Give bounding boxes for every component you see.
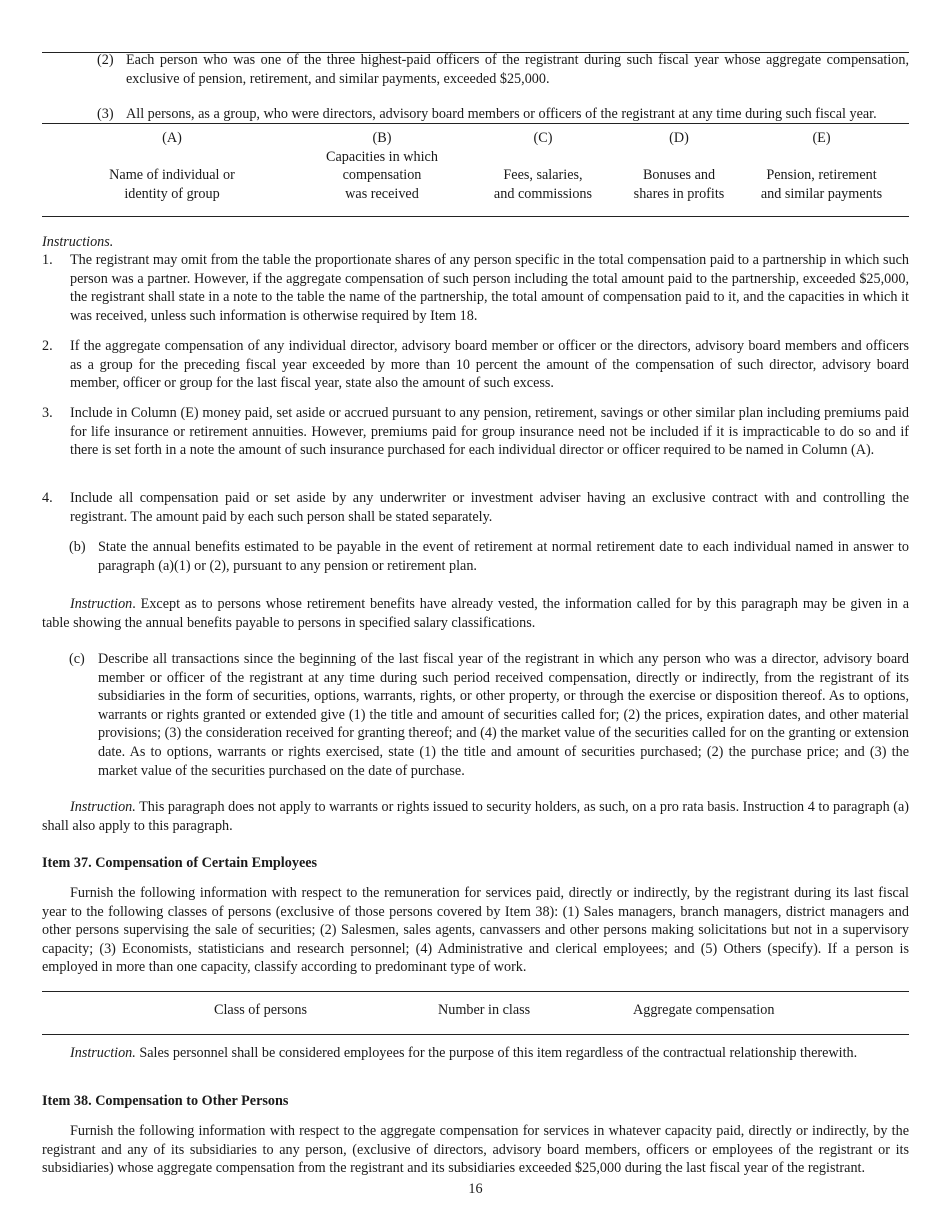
column-header-line: Bonuses and	[642, 167, 716, 184]
column-letter: (B)	[372, 130, 392, 146]
column-header-line	[624, 148, 734, 167]
item-37-table-header	[42, 1001, 909, 1020]
table-bottom-rule	[42, 216, 909, 217]
paragraph-text: Describe all transactions since the beginning of the last fiscal year of the registrant in which any person who was a director, advisory board member or officer of the registrant at any time during such period received compensation, directly or indirectly, from the registrant of its subsidiaries in the form of securities, options, warrants, rights, or other property, or through the exercise or disposition thereof. As to options, warrants or rights granted or extended give (1) the title and amount of securities called for; (2) the prices, expiration dates, and other material provisions; (3) the consideration received for granting thereof; and (4) the market value of the securities called for on the granting or extension date. As to options, warrants or rights exercised, state (1) the title and amount of securities purchased; (2) the purchase price; and (3) the market value of the securities purchased on the date of purchase.	[98, 651, 909, 779]
item-37-heading: Item 37. Compensation of Certain Employees	[42, 855, 318, 871]
column-letter: (C)	[533, 130, 553, 146]
header-line-row	[42, 148, 909, 167]
document-page	[42, 0, 909, 1230]
paragraph-b	[69, 538, 909, 576]
column-header-line	[462, 148, 624, 167]
column-letter: (D)	[669, 130, 689, 146]
instruction-text: If the aggregate compensation of any individual director, advisory board member or officer or the directors, advisory board members and officers as a group for the preceding fiscal year exceeded by more than 10 percent the amount of the compensation of such director, advisory board member, officer or group for the last fiscal year, state also the amount of such excess.	[70, 338, 909, 392]
instruction-text: Include in Column (E) money paid, set aside or accrued pursuant to any pension, retirement, savings or other similar plan including premiums paid for life insurance or retirement annuities. However, premiums paid for group insurance need not be included if it is impracticable to do so and if there is set forth in a note the amount of such insurance purchased for each individual director or officer required to be named in Column (A).	[70, 405, 909, 459]
table-top-rule	[42, 123, 909, 124]
header-line-row	[42, 185, 909, 204]
column-header-line: Fees, salaries,	[503, 167, 583, 184]
column-header-line	[42, 148, 302, 167]
instruction-item	[42, 337, 909, 394]
paragraph-b-instruction	[42, 595, 909, 632]
instruction-label: Instruction.	[70, 799, 136, 815]
item-text: All persons, as a group, who were directors, advisory board members or officers of the registrant at any time during such fiscal year.	[126, 106, 877, 122]
item-38-body: Furnish the following information with respect to the aggregate compensation for services in whatever capacity paid, directly or indirectly, by the registrant and any of its subsidiaries to any person, (exclusive of directors, advisory board members, officers or employees of the registrant or its subsidiaries) whose aggregate compensation from the registrant and its subsidiaries exceeded $25,000 during the last fiscal year of the registrant.	[42, 1123, 909, 1177]
instruction-item	[42, 489, 909, 527]
paragraph-a-2	[97, 51, 909, 89]
column-header-line: shares in profits	[633, 185, 725, 202]
column-header-line: Capacities in which	[326, 148, 438, 165]
instruction-number: 1.	[42, 252, 53, 268]
column-header-line: and similar payments	[760, 185, 883, 202]
column-header-line: Pension, retirement	[766, 167, 877, 184]
item-37-body: Furnish the following information with respect to the remuneration for services paid, directly or indirectly, by the registrant during its last fiscal year to the following classes of persons (exclusive of those persons covered by Item 38): (1) Sales managers, branch managers, district managers and other persons supervising the sale of securities; (2) Salesmen, sales agents, canvassers and other persons making solicitations but not in a supervisory capacity; (3) Economists, statisticians and research personnel; (4) Administrative and clerical employees; and (5) Others (specify). If a person is employed in more than one capacity, classify according to predominant type of work.	[42, 885, 909, 976]
instructions-heading: Instructions.	[42, 234, 114, 250]
column-header-line	[734, 148, 909, 167]
instruction-text: This paragraph does not apply to warrants or rights issued to security holders, as such, on a pro rata basis. Instruction 4 to paragraph (a) shall also apply to this paragraph.	[42, 799, 909, 834]
column-header-line: compensation	[342, 167, 422, 184]
compensation-table	[42, 129, 909, 203]
item-37-table-bottom-rule	[42, 1034, 909, 1035]
item-38-heading: Item 38. Compensation to Other Persons	[42, 1093, 289, 1109]
item-text: Each person who was one of the three highest-paid officers of the registrant during such fiscal year whose aggregate compensation, exclusive of pension, retirement, and similar payments, exceeded $25,000.	[126, 52, 909, 87]
column-letter: (A)	[162, 130, 182, 146]
column-header-line: Name of individual or	[109, 167, 235, 184]
item-label: (3)	[97, 106, 114, 122]
instruction-number: 4.	[42, 490, 53, 506]
instruction-text: Include all compensation paid or set aside by any underwriter or investment adviser having an exclusive contract with and controlling the registrant. The amount paid by each such person shall be stated separately.	[70, 490, 909, 525]
instruction-number: 2.	[42, 338, 53, 354]
instruction-text: The registrant may omit from the table the proportionate shares of any person specific in the total compensation paid to a partnership in which such person was a partner. However, if the aggregate compensation of such person including the total amount paid to the partnership, exceeded $25,000, the registrant shall state in a note to the table the name of the partnership, the total amount of compensation paid to it, and the capacities in which it was received, unless such information is otherwise required by Item 18.	[70, 252, 909, 324]
item-37-table-top-rule	[42, 991, 909, 992]
column-header-line: identity of group	[124, 185, 220, 202]
paragraph-label: (b)	[69, 539, 86, 555]
instruction-label: Instruction.	[70, 1045, 136, 1061]
item-37-instruction	[42, 1044, 909, 1063]
column-header: Class of persons	[214, 1002, 308, 1018]
item-label: (2)	[97, 52, 114, 68]
instruction-item	[42, 404, 909, 480]
paragraph-label: (c)	[69, 651, 85, 667]
column-header: Number in class	[438, 1002, 531, 1018]
instruction-label: Instruction	[70, 596, 133, 612]
instruction-number: 3.	[42, 405, 53, 421]
header-line-row	[42, 166, 909, 185]
column-letter-row	[42, 129, 909, 148]
column-letter: (E)	[812, 130, 831, 146]
instruction-item	[42, 251, 909, 327]
paragraph-c	[69, 650, 909, 782]
column-header: Aggregate compensation	[633, 1002, 775, 1018]
column-header-line: was received	[345, 185, 419, 202]
paragraph-c-instruction	[42, 798, 909, 835]
paragraph-a-3	[97, 105, 909, 124]
page-number: 16	[468, 1181, 483, 1197]
instruction-text: . Except as to persons whose retirement benefits have already vested, the information called for by this paragraph may be given in a table showing the annual benefits payable to persons in specified salary classifications.	[42, 596, 909, 631]
paragraph-text: State the annual benefits estimated to be payable in the event of retirement at normal retirement date to each individual named in answer to paragraph (a)(1) or (2), pursuant to any pension or retirement plan.	[98, 539, 909, 574]
column-header-line: and commissions	[493, 185, 593, 202]
instruction-text: Sales personnel shall be considered employees for the purpose of this item regardless of the contractual relationship therewith.	[135, 1045, 858, 1061]
